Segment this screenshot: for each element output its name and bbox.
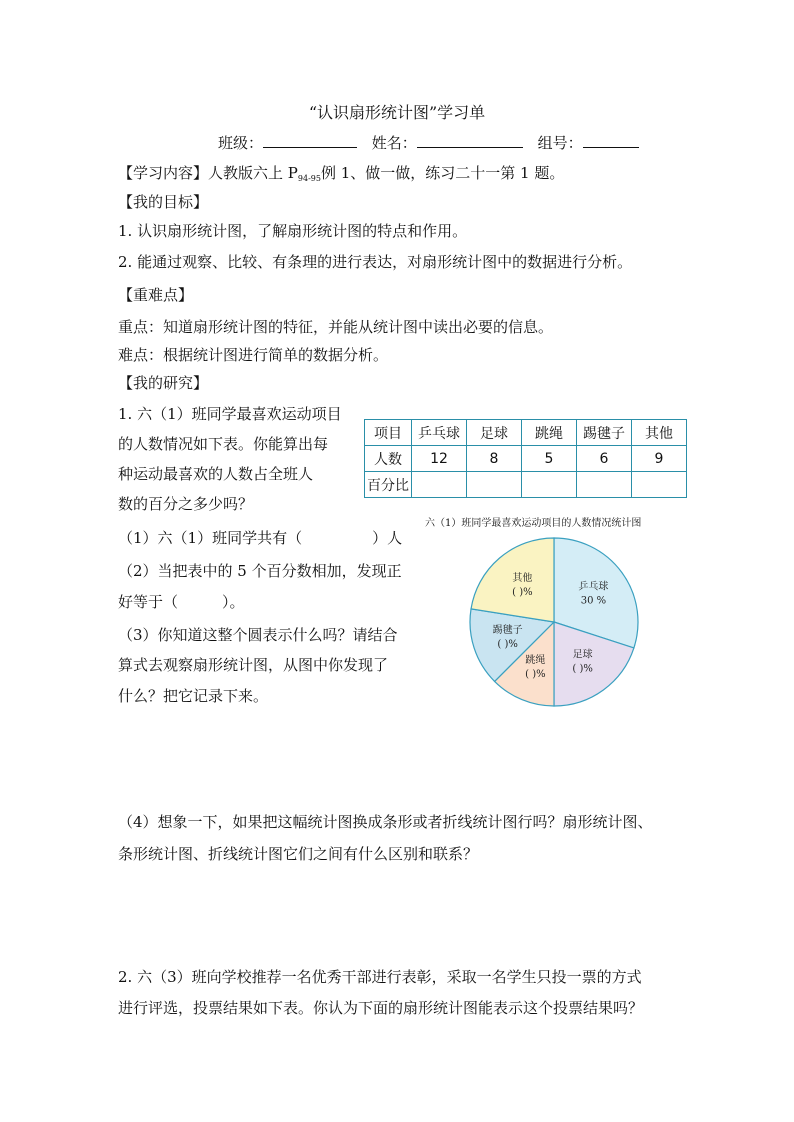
learning-content-label: 【学习内容】 (118, 164, 209, 182)
pie-chart (466, 534, 642, 710)
pie-slice-name: 跳绳 (525, 655, 546, 667)
q1-3-line: （3）你知道这整个圆表示什么吗？请结合 (118, 626, 398, 644)
learning-content (118, 164, 564, 188)
q1-4-line: （4）想象一下，如果把这幅统计图换成条形或者折线统计图行吗？扇形统计图、 (118, 813, 653, 831)
sports-table (364, 419, 687, 498)
table-row (365, 446, 687, 472)
table-header-cell: 足球 (467, 420, 522, 446)
learning-content-text: 人教版六上 P (208, 164, 298, 182)
pie-slice-name: 乒乓球 (578, 581, 609, 593)
table-header-cell: 跳绳 (522, 420, 577, 446)
goal-item: 2. 能通过观察、比较、有条理的进行表达，对扇形统计图中的数据进行分析。 (118, 253, 633, 271)
class-field[interactable] (263, 133, 357, 148)
q2-line: 2. 六（3）班向学校推荐一名优秀干部进行表彰，采取一名学生只投一票的方式 (118, 968, 642, 986)
pie-slice-percent: ( )% (497, 639, 518, 651)
table-header-cell: 乒乓球 (412, 420, 467, 446)
count-cell: 6 (577, 446, 632, 472)
pie-slice-name: 足球 (572, 649, 593, 661)
pie-slice-name: 踢毽子 (492, 625, 523, 637)
q1-text-line: 的人数情况如下表。你能算出每 (118, 435, 329, 453)
key-point-item: 重点：知道扇形统计图的特征，并能从统计图中读出必要的信息。 (118, 318, 554, 336)
q1-1-text-end: ）人 (372, 529, 403, 547)
percent-input-cell[interactable] (467, 472, 522, 498)
table-header-cell: 其他 (632, 420, 687, 446)
percent-input-cell[interactable] (412, 472, 467, 498)
count-cell: 5 (522, 446, 577, 472)
q2-line: 进行评选，投票结果如下表。你认为下面的扇形统计图能表示这个投票结果吗？ (118, 999, 644, 1017)
table-row (365, 472, 687, 498)
group-field[interactable] (583, 133, 639, 148)
q1-1-text: （1）六（1）班同学共有（ (118, 529, 303, 547)
pie-slice-percent: ( )% (572, 663, 593, 675)
name-field[interactable] (417, 133, 523, 148)
pie-slice-percent: ( )% (512, 586, 533, 598)
chart-caption: 六（1）班同学最喜欢运动项目的人数情况统计图 (425, 518, 642, 529)
percent-input-cell[interactable] (522, 472, 577, 498)
q1-2-text-end: ）。 (222, 593, 245, 611)
student-info-line (218, 133, 639, 152)
q1-text-line: 种运动最喜欢的人数占全班人 (118, 465, 314, 483)
percent-input-cell[interactable] (577, 472, 632, 498)
q1-4-line: 条形统计图、折线统计图它们之间有什么区别和联系？ (118, 845, 479, 863)
q1-2-text: 好等于（ (118, 593, 179, 611)
q1-3-line: 算式去观察扇形统计图，从图中你发现了 (118, 656, 389, 674)
name-label: 姓名： (371, 134, 417, 152)
pie-slice-percent: 30 % (580, 595, 607, 607)
q1-2-line: （2）当把表中的 5 个百分数相加，发现正 (118, 562, 402, 580)
count-cell: 8 (467, 446, 522, 472)
table-header-cell: 项目 (365, 420, 412, 446)
q1-text-line: 数的百分之多少吗？ (118, 495, 254, 513)
q1-1 (118, 529, 402, 547)
pie-slice-name: 其他 (512, 572, 533, 584)
q1-2-line-2 (118, 593, 245, 611)
group-label: 组号： (537, 134, 583, 152)
q1-3-line: 什么？把它记录下来。 (118, 687, 269, 705)
goal-item: 1. 认识扇形统计图，了解扇形统计图的特点和作用。 (118, 222, 468, 240)
table-header-cell: 踢毽子 (577, 420, 632, 446)
page-title: “认识扇形统计图”学习单 (308, 103, 486, 122)
q1-text-line: 1. 六（1）班同学最喜欢运动项目 (118, 405, 342, 423)
research-heading: 【我的研究】 (118, 374, 209, 392)
page-range: 94-95 (297, 174, 321, 183)
count-cell: 12 (412, 446, 467, 472)
table-row (365, 420, 687, 446)
key-point-item: 难点：根据统计图进行简单的数据分析。 (118, 346, 389, 364)
percent-input-cell[interactable] (632, 472, 687, 498)
row-label: 百分比 (365, 472, 412, 498)
count-cell: 9 (632, 446, 687, 472)
key-points-heading: 【重难点】 (118, 286, 194, 304)
learning-content-text-2: 例 1、做一做，练习二十一第 1 题。 (320, 164, 565, 182)
class-label: 班级： (218, 134, 264, 152)
goals-heading: 【我的目标】 (118, 193, 209, 211)
row-label: 人数 (365, 446, 412, 472)
pie-slice-percent: ( )% (525, 669, 546, 681)
